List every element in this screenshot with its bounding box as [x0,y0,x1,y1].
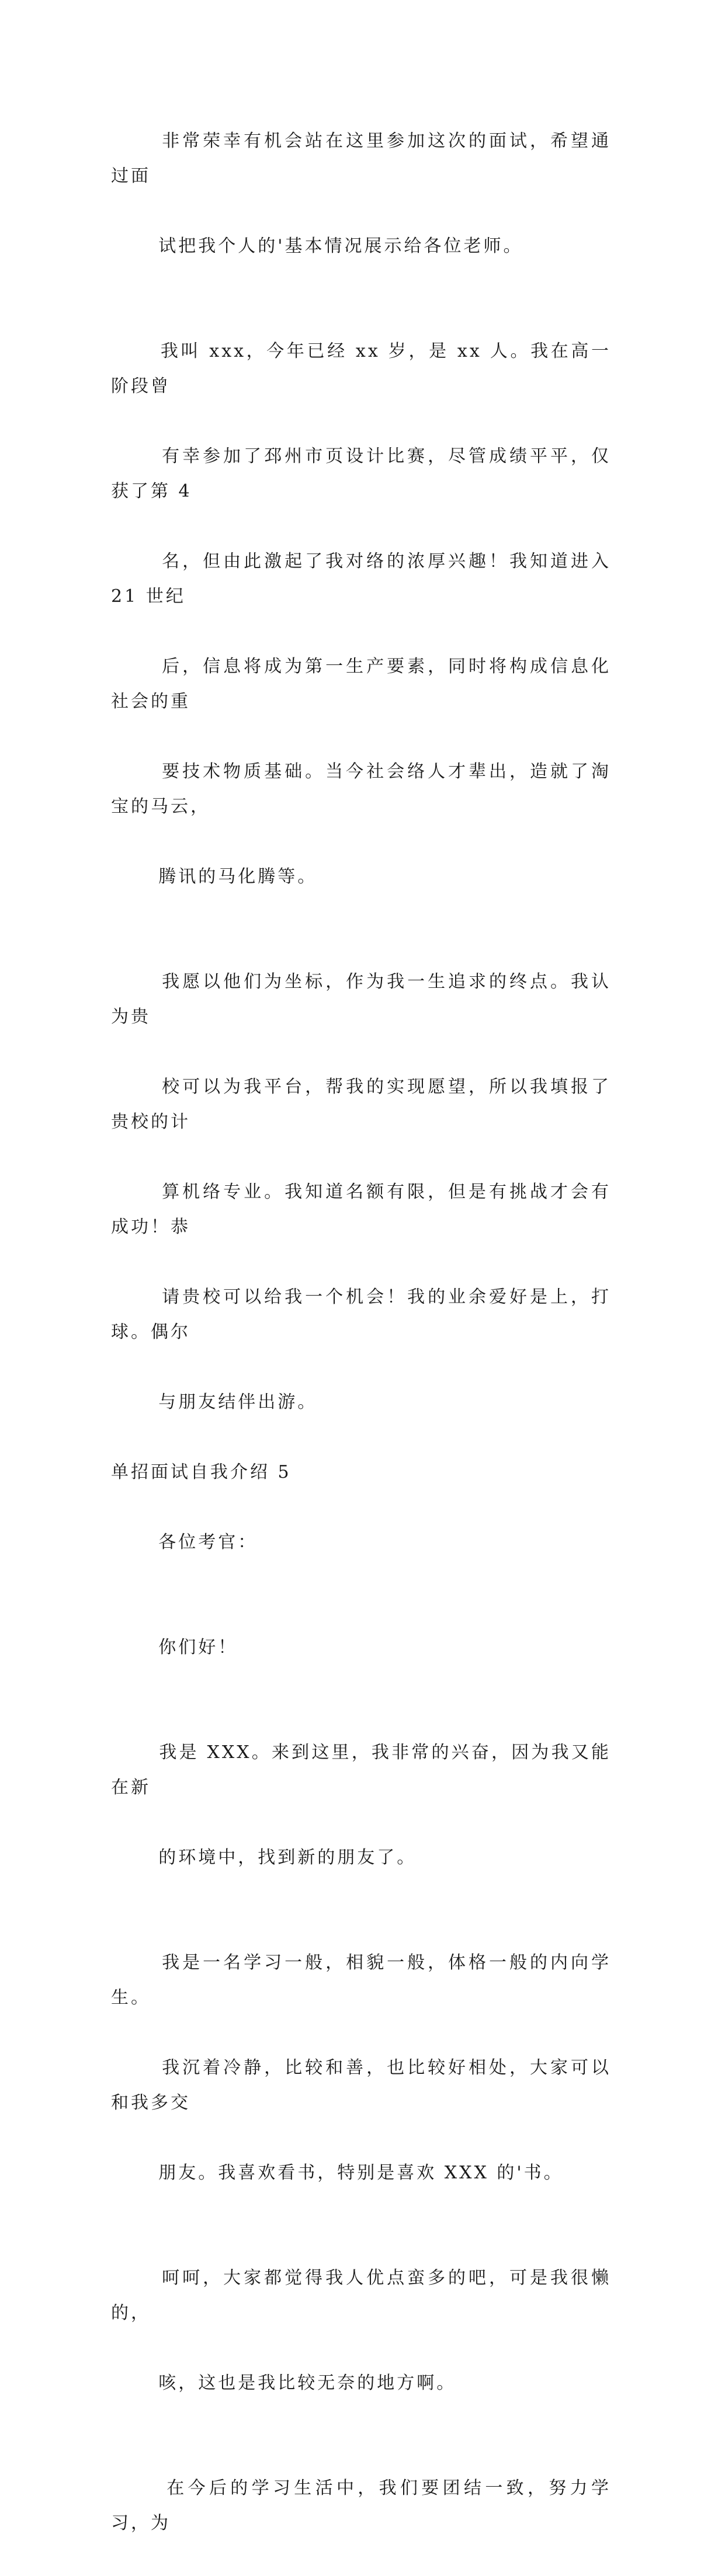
paragraph-opening [111,89,611,299]
text-line: 算机络专业。我知道名额有限，但是有挑战才会有成功！恭 [111,1182,612,1237]
paragraph-personality [111,1910,611,2226]
paragraph-goals [111,930,611,1455]
text-line: 与朋友结伴出游。 [158,1392,318,1412]
paragraph-introduction [111,1700,611,1910]
heading-text: 单招面试自我介绍 5 [111,1462,292,1482]
text-line: 我沉着冷静，比较和善，也比较好相处，大家可以和我多交 [111,2058,612,2113]
text-line: 在今后的学习生活中，我们要团结一致，努力学习，为 [111,2478,612,2533]
paragraph-closing [111,2436,611,2576]
text-line: 各位考官： [158,1532,258,1552]
text-line: 我是一名学习一般，相貌一般，体格一般的内向学生。 [111,1952,612,2008]
text-line: 你们好！ [158,1637,238,1658]
document-body [111,89,619,2576]
text-line: 呵呵，大家都觉得我人优点蛮多的吧，可是我很懒的， [111,2268,612,2323]
text-line: 我愿以他们为坐标，作为我一生追求的终点。我认为贵 [111,972,612,1027]
paragraph-salutation [111,1490,611,1595]
text-line: 试把我个人的'基本情况展示给各位老师。 [158,236,523,256]
text-line: 校可以为我平台，帮我的实现愿望，所以我填报了贵校的计 [111,1077,612,1132]
text-line: 有幸参加了邳州市页设计比赛，尽管成绩平平，仅获了第 4 [111,446,612,502]
text-line: 朋友。我喜欢看书，特别是喜欢 XXX 的'书。 [158,2163,564,2183]
paragraph-greeting [111,1595,611,1700]
text-line: 咳，这也是我比较无奈的地方啊。 [158,2373,457,2393]
text-line: 的环境中，找到新的朋友了。 [158,1847,417,1868]
text-line: 非常荣幸有机会站在这里参加这次的面试，希望通过面 [111,131,612,186]
paragraph-background [111,299,619,930]
text-line: 我是 XXX。来到这里，我非常的兴奋，因为我又能在新 [111,1742,612,1798]
text-line: 名，但由此激起了我对络的浓厚兴趣！我知道进入 21 世纪 [111,551,619,607]
text-line: 后，信息将成为第一生产要素，同时将构成信息化社会的重 [111,656,612,712]
text-line: 请贵校可以给我一个机会！我的业余爱好是上，打球。偶尔 [111,1287,612,1342]
paragraph-humor [111,2226,611,2436]
text-line: 腾讯的马化腾等。 [158,866,318,887]
section-heading [111,1455,611,1490]
text-line: 我叫 xxx，今年已经 xx 岁，是 xx 人。我在高一阶段曾 [111,341,611,396]
text-line: 要技术物质基础。当今社会络人才辈出，造就了淘宝的马云， [111,761,612,817]
